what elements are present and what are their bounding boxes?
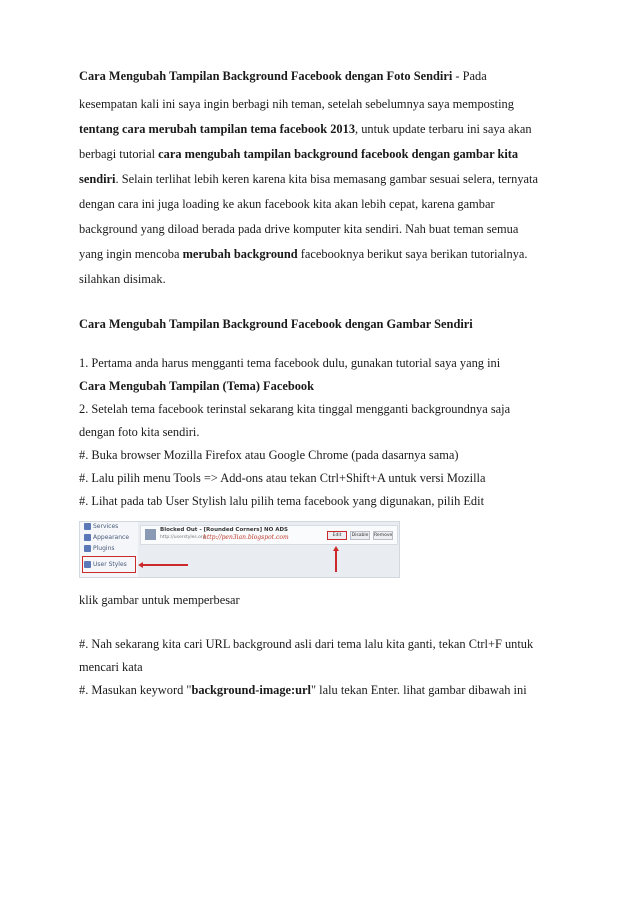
- intro-title: Cara Mengubah Tampilan Background Facebook dengan Foto Sendiri: [79, 69, 453, 83]
- image-caption: klik gambar untuk memperbesar: [79, 593, 240, 607]
- intro-line-1: [79, 68, 487, 85]
- annotation-arrow: [335, 550, 337, 572]
- intro-line-3: [79, 121, 532, 138]
- intro-text: yang ingin mencoba: [79, 247, 183, 261]
- intro-line-4: [79, 146, 518, 163]
- sidebar-item-services: [84, 522, 118, 532]
- edit-button[interactable]: Edit: [327, 531, 347, 540]
- arrow-head-icon: [333, 546, 339, 551]
- step-1-link[interactable]: [79, 378, 314, 395]
- section-heading-text: Cara Mengubah Tampilan Background Facebook dengan Gambar Sendiri: [79, 317, 473, 331]
- remove-button[interactable]: Remove: [374, 533, 393, 538]
- sidebar-item-plugins: [84, 544, 115, 554]
- intro-line-6: dengan cara ini juga loading ke akun facebook kita akan lebih cepat, karena gambar: [79, 197, 495, 211]
- intro-text: , untuk update terbaru ini saya akan: [355, 122, 532, 136]
- arrow-head-icon: [138, 562, 143, 568]
- theme-subtitle: http://userstyles.org: [160, 535, 206, 540]
- sidebar-label: Plugins: [93, 545, 115, 552]
- after-text: " lalu tekan Enter. lihat gambar dibawah ini: [311, 683, 527, 697]
- after-line-3: [79, 682, 527, 699]
- annotation-arrow: [143, 564, 188, 566]
- theme-thumbnail: [145, 529, 156, 540]
- intro-line-7: background yang diload berada pada drive komputer kita sendiri. Nah buat teman semua: [79, 222, 519, 236]
- puzzle-icon: [84, 523, 91, 530]
- brush-icon: [84, 534, 91, 541]
- after-text: #. Masukan keyword ": [79, 683, 192, 697]
- intro-line-9: silahkan disimak.: [79, 272, 166, 286]
- intro-line-5: [79, 171, 538, 188]
- watermark-url: http://pen3ian.blogspot.com: [203, 534, 289, 541]
- tutorial-link[interactable]: Cara Mengubah Tampilan (Tema) Facebook: [79, 379, 314, 393]
- sidebar-label: Services: [93, 523, 119, 530]
- highlight-box: [82, 556, 136, 573]
- intro-text: facebooknya berikut saya berikan tutorialnya.: [297, 247, 528, 261]
- intro-line-2: kesempatan kali ini saya ingin berbagi nih teman, setelah sebelumnya saya memposting: [79, 97, 514, 111]
- step-1: 1. Pertama anda harus mengganti tema facebook dulu, gunakan tutorial saya yang ini: [79, 356, 501, 370]
- bold-keyword: merubah background: [182, 247, 298, 261]
- intro-text: - Pada: [452, 69, 487, 83]
- section-heading: [79, 316, 473, 333]
- sidebar-label: Appearance: [93, 534, 130, 541]
- intro-text: berbagi tutorial: [79, 147, 159, 161]
- sidebar-item-appearance: [84, 533, 129, 543]
- intro-text: . Selain terlihat lebih keren karena kita bisa memasang gambar sesuai selera, ternyata: [115, 172, 538, 186]
- theme-title: Blocked Out - [Rounded Corners] NO ADS: [160, 527, 288, 533]
- theme-entry: [140, 525, 398, 545]
- step-2a: 2. Setelah tema facebook terinstal sekarang kita tinggal mengganti backgroundnya saja: [79, 402, 511, 416]
- addons-sidebar: [80, 522, 138, 578]
- disable-button[interactable]: Disable: [351, 533, 369, 538]
- bold-keyword: background-image:url: [191, 683, 311, 697]
- bold-link-text[interactable]: tentang cara merubah tampilan tema facebook 2013: [79, 122, 356, 136]
- addons-screenshot[interactable]: [79, 521, 400, 578]
- step-4: #. Lalu pilih menu Tools => Add-ons atau tekan Ctrl+Shift+A untuk versi Mozilla: [79, 471, 486, 485]
- after-line-1: #. Nah sekarang kita cari URL background asli dari tema lalu kita ganti, tekan Ctrl+F untuk: [79, 637, 534, 651]
- sidebar-label: User Styles: [93, 561, 127, 568]
- bold-keyword: cara mengubah tampilan background facebook dengan gambar kita: [158, 147, 519, 161]
- step-3: #. Buka browser Mozilla Firefox atau Google Chrome (pada dasarnya sama): [79, 448, 459, 462]
- plugin-icon: [84, 545, 91, 552]
- bold-keyword: sendiri: [79, 172, 116, 186]
- step-2b: dengan foto kita sendiri.: [79, 425, 200, 439]
- after-line-2: mencari kata: [79, 660, 143, 674]
- intro-line-8: [79, 246, 528, 263]
- step-5: #. Lihat pada tab User Stylish lalu pilih tema facebook yang digunakan, pilih Edit: [79, 494, 485, 508]
